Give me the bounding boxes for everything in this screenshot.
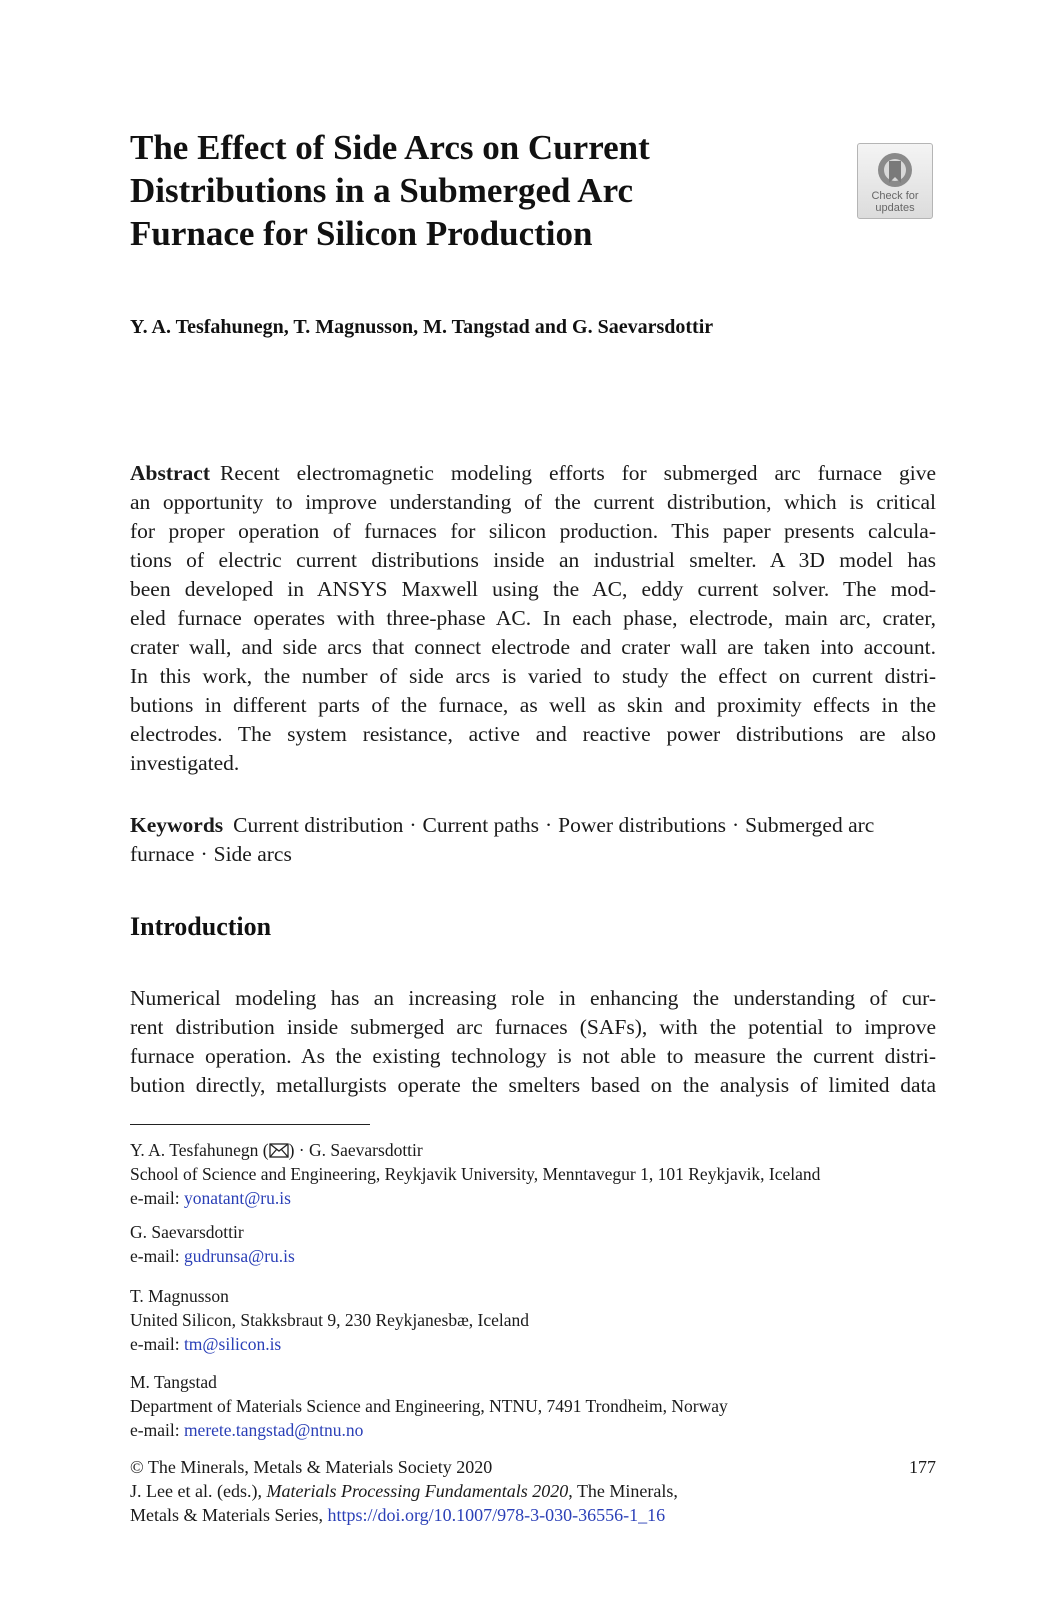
affiliation-block <box>130 1220 936 1268</box>
keyword: Current paths <box>422 813 539 837</box>
intro-line: furnace operation. As the existing technology is not able to measure the current distri- <box>130 1044 936 1068</box>
abstract-line: electrodes. The system resistance, active and reactive power distributions are also <box>130 722 936 746</box>
affiliation-email <box>130 1244 936 1268</box>
abstract-line: for proper operation of furnaces for silicon production. This paper presents calcula- <box>130 519 936 543</box>
affiliation-names: M. Tangstad <box>130 1372 217 1392</box>
paper-page <box>130 0 936 1600</box>
citation-text: , The Minerals, <box>568 1481 678 1501</box>
keywords-label: Keywords <box>130 813 224 837</box>
envelope-icon[interactable] <box>269 1143 289 1158</box>
intro-line: rent distribution inside submerged arc furnaces (SAFs), with the potential to improve <box>130 1015 936 1039</box>
keyword-separator: · <box>544 813 553 837</box>
email-link[interactable]: tm@silicon.is <box>183 1334 282 1354</box>
affiliation-block <box>130 1138 936 1210</box>
affiliation-names <box>130 1138 936 1162</box>
copyright-text: © The Minerals, Metals & Materials Society 2020 <box>130 1457 493 1477</box>
keyword-separator: · <box>200 842 208 866</box>
book-title: Materials Processing Fundamentals 2020 <box>266 1481 569 1501</box>
keyword-separator: · <box>731 813 740 837</box>
intro-line: bution directly, metallurgists operate the smelters based on the analysis of limited data <box>130 1073 936 1097</box>
abstract-line: tions of electric current distributions inside an industrial smelter. A 3D model has <box>130 548 936 572</box>
abstract-label: Abstract <box>130 461 211 485</box>
email-label: e-mail: <box>130 1246 184 1266</box>
abstract-line: eled furnace operates with three-phase AC. In each phase, electrode, main arc, crater, <box>130 606 936 630</box>
copyright-line <box>130 1455 936 1479</box>
email-label: e-mail: <box>130 1188 184 1208</box>
title-line: Distributions in a Submerged Arc <box>130 171 634 210</box>
abstract <box>130 459 936 778</box>
keyword: Power distributions <box>558 813 726 837</box>
section-heading-introduction: Introduction <box>130 912 272 941</box>
abstract-text: Recent electromagnetic modeling efforts for submerged arc furnace give <box>220 461 936 485</box>
footnote-divider <box>130 1124 370 1125</box>
badge-line-1: Check for <box>871 190 919 202</box>
email-link[interactable]: merete.tangstad@ntnu.no <box>183 1420 364 1440</box>
copyright-block <box>130 1455 936 1527</box>
title-line: Furnace for Silicon Production <box>130 214 593 253</box>
citation-text: J. Lee et al. (eds.), <box>130 1481 267 1501</box>
affiliation-block <box>130 1284 936 1356</box>
email-label: e-mail: <box>130 1334 184 1354</box>
page-number: 177 <box>909 1457 936 1477</box>
check-for-updates-icon <box>875 150 915 190</box>
paper-title <box>130 126 770 255</box>
email-link[interactable]: gudrunsa@ru.is <box>183 1246 295 1266</box>
abstract-line: In this work, the number of side arcs is varied to study the effect on current distri- <box>130 664 936 688</box>
affiliation-address: Department of Materials Science and Engineering, NTNU, 7491 Trondheim, Norway <box>130 1396 728 1416</box>
email-link[interactable]: yonatant@ru.is <box>183 1188 291 1208</box>
title-line: The Effect of Side Arcs on Current <box>130 128 650 167</box>
affiliation-address: United Silicon, Stakksbraut 9, 230 Reykjanesbæ, Iceland <box>130 1310 530 1330</box>
check-for-updates-badge[interactable] <box>857 143 933 219</box>
affiliation-block <box>130 1370 936 1442</box>
affiliation-email <box>130 1186 936 1210</box>
affiliation-names: G. Saevarsdottir <box>130 1222 244 1242</box>
intro-line: Numerical modeling has an increasing role in enhancing the understanding of cur- <box>130 986 936 1010</box>
keyword: Side arcs <box>213 842 292 866</box>
keyword: Current distribution <box>233 813 404 837</box>
badge-line-2: updates <box>875 202 915 214</box>
abstract-line: investigated. <box>130 751 240 775</box>
keywords <box>130 811 936 869</box>
abstract-line: crater wall, and side arcs that connect electrode and crater wall are taken into account. <box>130 635 936 659</box>
citation-line <box>130 1479 936 1503</box>
affiliation-address: School of Science and Engineering, Reykjavik University, Menntavegur 1, 101 Reykjavik, Iceland <box>130 1164 821 1184</box>
affiliation-email <box>130 1418 936 1442</box>
keyword: Submerged arc furnace <box>130 813 875 866</box>
series-line <box>130 1503 936 1527</box>
abstract-line <box>130 459 936 488</box>
introduction-text <box>130 984 936 1100</box>
author-list: Y. A. Tesfahunegn, T. Magnusson, M. Tangstad and G. Saevarsdottir <box>130 316 714 338</box>
abstract-line: butions in different parts of the furnace, as well as skin and proximity effects in the <box>130 693 936 717</box>
series-text: Metals & Materials Series, <box>130 1505 328 1525</box>
author-name: Y. A. Tesfahunegn ( <box>130 1140 269 1160</box>
affiliation-names: T. Magnusson <box>130 1286 229 1306</box>
keyword-separator: · <box>409 813 417 837</box>
author-name: ) · G. Saevarsdottir <box>288 1140 423 1160</box>
abstract-line: an opportunity to improve understanding of the current distribution, which is critical <box>130 490 936 514</box>
affiliation-email <box>130 1332 936 1356</box>
email-label: e-mail: <box>130 1420 184 1440</box>
abstract-line: been developed in ANSYS Maxwell using the AC, eddy current solver. The mod- <box>130 577 936 601</box>
doi-link[interactable]: https://doi.org/10.1007/978-3-030-36556-1_16 <box>327 1505 666 1525</box>
